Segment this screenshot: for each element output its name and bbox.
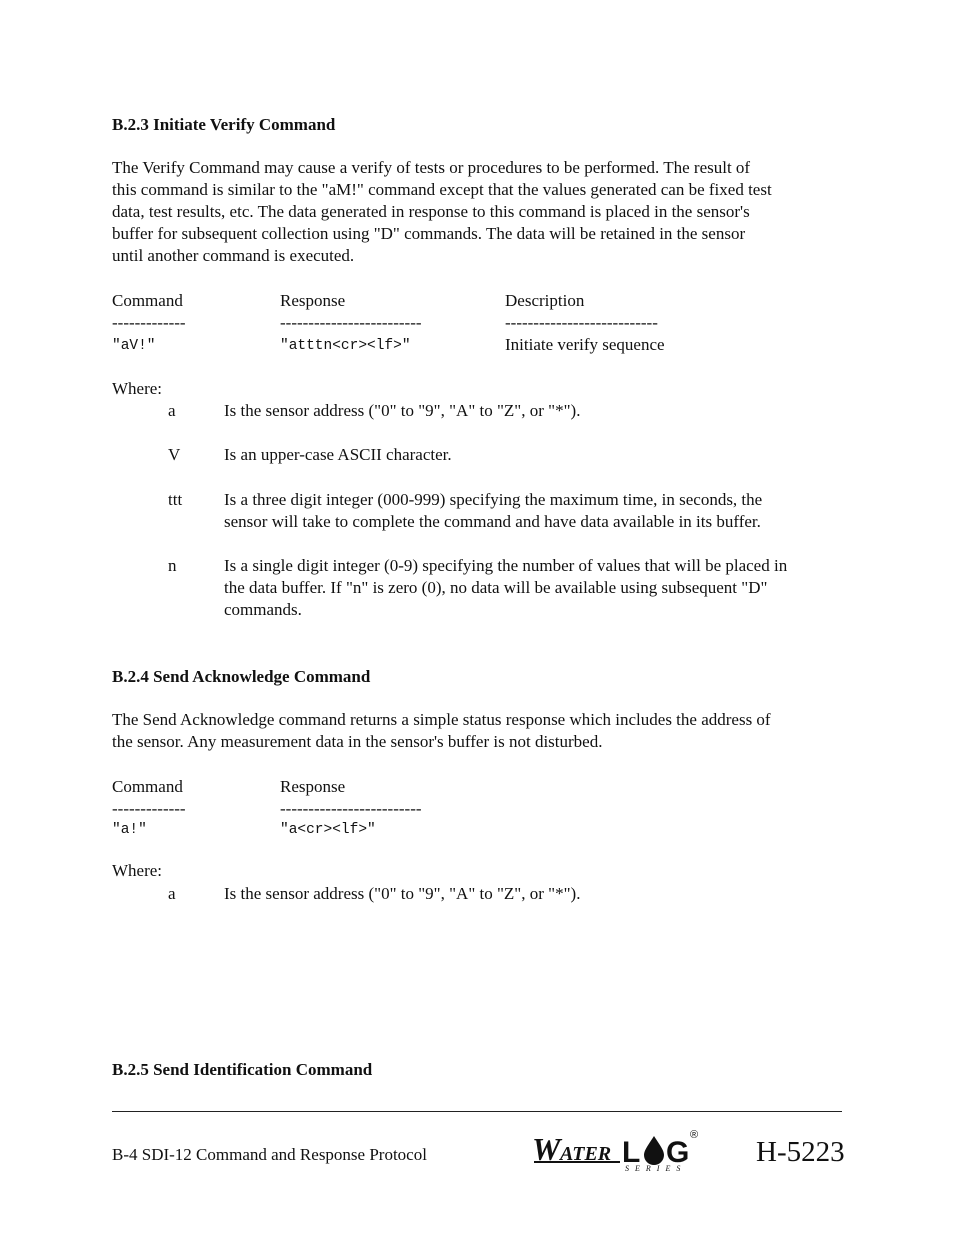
paragraph-line: data, test results, etc. The data generated in response to this command is placed in the sensor's: [112, 202, 750, 221]
definition-line: the data buffer. If "n" is zero (0), no data will be available using subsequent "D": [224, 578, 768, 597]
definition-text: [224, 444, 849, 466]
logo-w-letter: W: [532, 1131, 561, 1167]
table-cell-response: "a<cr><lf>": [280, 822, 376, 838]
definition-line: Is a single digit integer (0-9) specifying the number of values that will be placed in: [224, 556, 788, 575]
logo-l-letter: L: [622, 1136, 641, 1169]
where-label: Where:: [112, 379, 163, 398]
table-divider-command: -------------: [112, 799, 186, 818]
acknowledge-description-paragraph: [112, 709, 847, 753]
logo-g-letter: G: [666, 1136, 690, 1169]
table-divider-response: -------------------------: [280, 313, 422, 332]
definition-term: n: [168, 556, 177, 575]
definition-text: [224, 400, 849, 422]
definition-line: Is a three digit integer (000-999) specifying the maximum time, in seconds, the: [224, 490, 763, 509]
registered-mark: ®: [690, 1129, 699, 1141]
footer-document-number: H-5223: [756, 1136, 845, 1168]
definition-term: ttt: [168, 490, 183, 509]
definition-text: [224, 883, 849, 905]
table-cell-description: Initiate verify sequence: [505, 335, 665, 354]
definition-term: a: [168, 401, 176, 420]
table-header-description: Description: [505, 291, 585, 310]
definition-line: Is an upper-case ASCII character.: [224, 445, 452, 464]
table-divider-description: ---------------------------: [505, 313, 658, 332]
waterlog-logo: [530, 1124, 705, 1174]
table-cell-command: "a!": [112, 822, 147, 838]
paragraph-line: The Send Acknowledge command returns a simple status response which includes the address of: [112, 710, 771, 729]
waterlog-logo-graphic: [530, 1124, 705, 1174]
definition-line: commands.: [224, 600, 302, 619]
table-header-command: Command: [112, 777, 183, 796]
footer-chapter-title: B-4 SDI-12 Command and Response Protocol: [112, 1145, 427, 1164]
where-label: Where:: [112, 861, 163, 880]
table-header-response: Response: [280, 777, 346, 796]
table-divider-command: -------------: [112, 313, 186, 332]
definition-text: [224, 489, 849, 533]
section-heading-send-identification: B.2.5 Send Identification Command: [112, 1060, 373, 1079]
paragraph-line: until another command is executed.: [112, 246, 355, 265]
paragraph-line: this command is similar to the "aM!" command except that the values generated can be fixed test: [112, 180, 772, 199]
section-heading-initiate-verify: B.2.3 Initiate Verify Command: [112, 115, 336, 134]
table-divider-response: -------------------------: [280, 799, 422, 818]
paragraph-line: The Verify Command may cause a verify of tests or procedures to be performed. The result of: [112, 158, 751, 177]
definition-line: sensor will take to complete the command and have data available in its buffer.: [224, 512, 761, 531]
section-heading-send-acknowledge: B.2.4 Send Acknowledge Command: [112, 667, 371, 686]
definition-line: Is the sensor address ("0" to "9", "A" to "Z", or "*").: [224, 884, 581, 903]
logo-series-text: SERIES: [625, 1164, 687, 1173]
table-cell-command: "aV!": [112, 338, 156, 354]
paragraph-line: the sensor. Any measurement data in the sensor's buffer is not disturbed.: [112, 732, 603, 751]
logo-ater-letters: ATER: [560, 1143, 612, 1165]
definition-line: Is the sensor address ("0" to "9", "A" to "Z", or "*").: [224, 401, 581, 420]
table-cell-response: "atttn<cr><lf>": [280, 338, 411, 354]
definition-term: V: [168, 445, 181, 464]
table-header-response: Response: [280, 291, 346, 310]
water-drop-icon: [644, 1136, 664, 1165]
definition-text: [224, 555, 849, 621]
table-header-command: Command: [112, 291, 183, 310]
paragraph-line: buffer for subsequent collection using "D" commands. The data will be retained in the sensor: [112, 224, 746, 243]
footer-rule: [112, 1111, 842, 1112]
definition-term: a: [168, 884, 176, 903]
verify-description-paragraph: [112, 157, 847, 267]
